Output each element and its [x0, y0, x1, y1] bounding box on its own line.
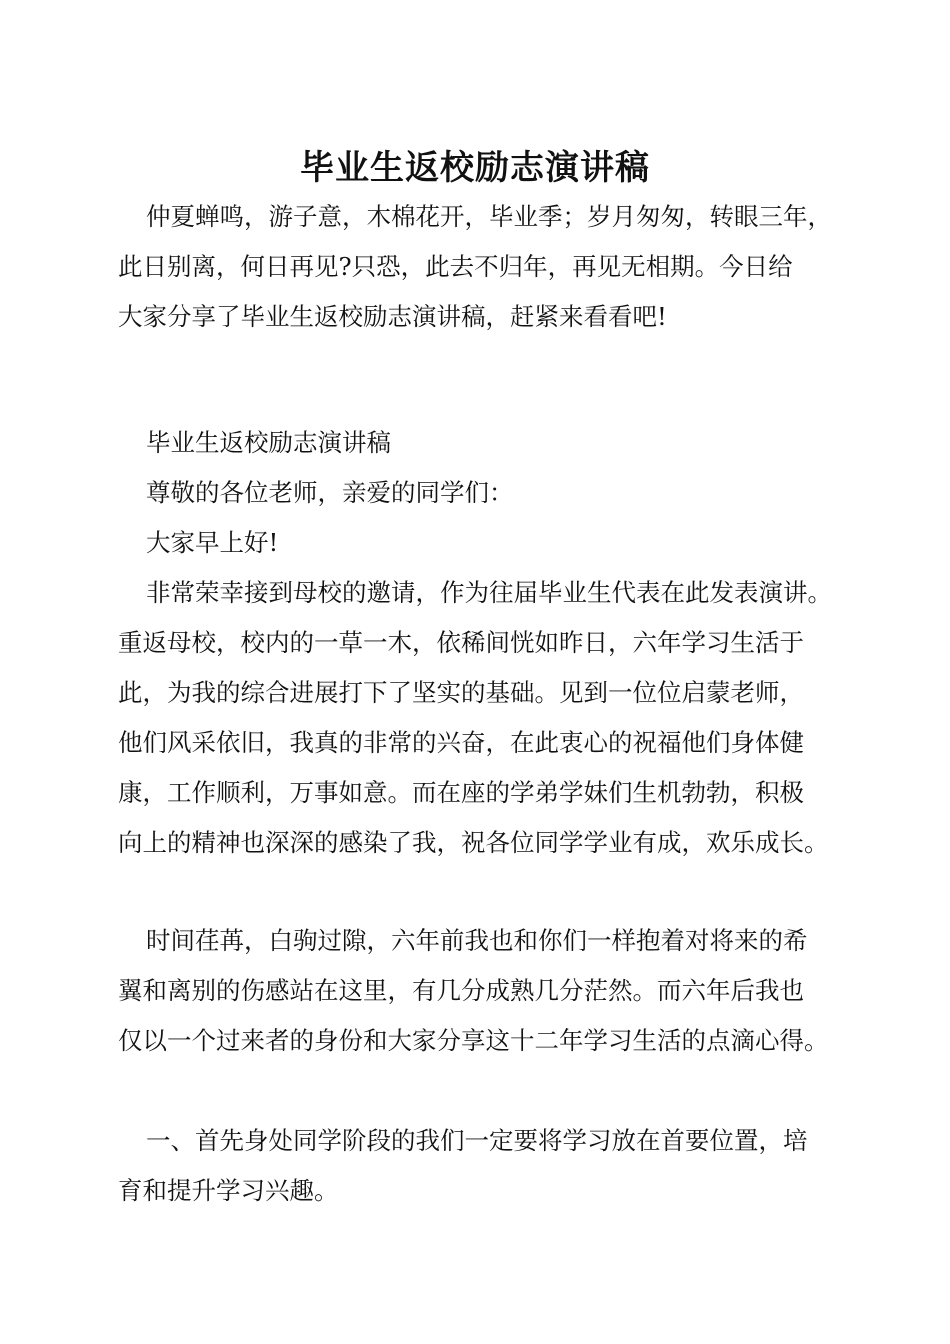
salutation: 尊敬的各位老师，亲爱的同学们： — [146, 478, 514, 507]
greeting: 大家早上好! — [146, 528, 279, 557]
document-title: 毕业生返校励志演讲稿 — [300, 148, 650, 188]
speech-heading: 毕业生返校励志演讲稿 — [146, 428, 391, 457]
intro-paragraph: 仲夏蝉鸣，游子意，木棉花开，毕业季；岁月匆匆，转眼三年， 此日别离，何日再见?只恐，此去不归年，再见无相期。今日给 大家分享了毕业生返校励志演讲稿，赶紧来看看吧! — [118, 202, 832, 331]
body-paragraph-2: 时间荏苒，白驹过隙，六年前我也和你们一样抱着对将来的希 翼和离别的伤感站在这里，有几分成熟几分茫然。而六年后我也 仅以一个过来者的身份和大家分享这十二年学习生活的点滴心得。 — [118, 926, 829, 1055]
body-paragraph-3: 一、首先身处同学阶段的我们一定要将学习放在首要位置，培 育和提升学习兴趣。 — [118, 1126, 808, 1205]
body-paragraph-1: 非常荣幸接到母校的邀请，作为往届毕业生代表在此发表演讲。 重返母校，校内的一草一木，依稀间恍如昨日，六年学习生活于 此，为我的综合进展打下了坚实的基础。见到一位位启蒙老师， 他们风采依旧，我真的非常的兴奋，在此衷心的祝福他们身体健 康，工作顺利，万事如意。而在座的学弟学妹们生机勃勃，积极 向上的精神也深深的感染了我，祝各位同学学业有成，欢乐成长。 — [118, 578, 832, 857]
